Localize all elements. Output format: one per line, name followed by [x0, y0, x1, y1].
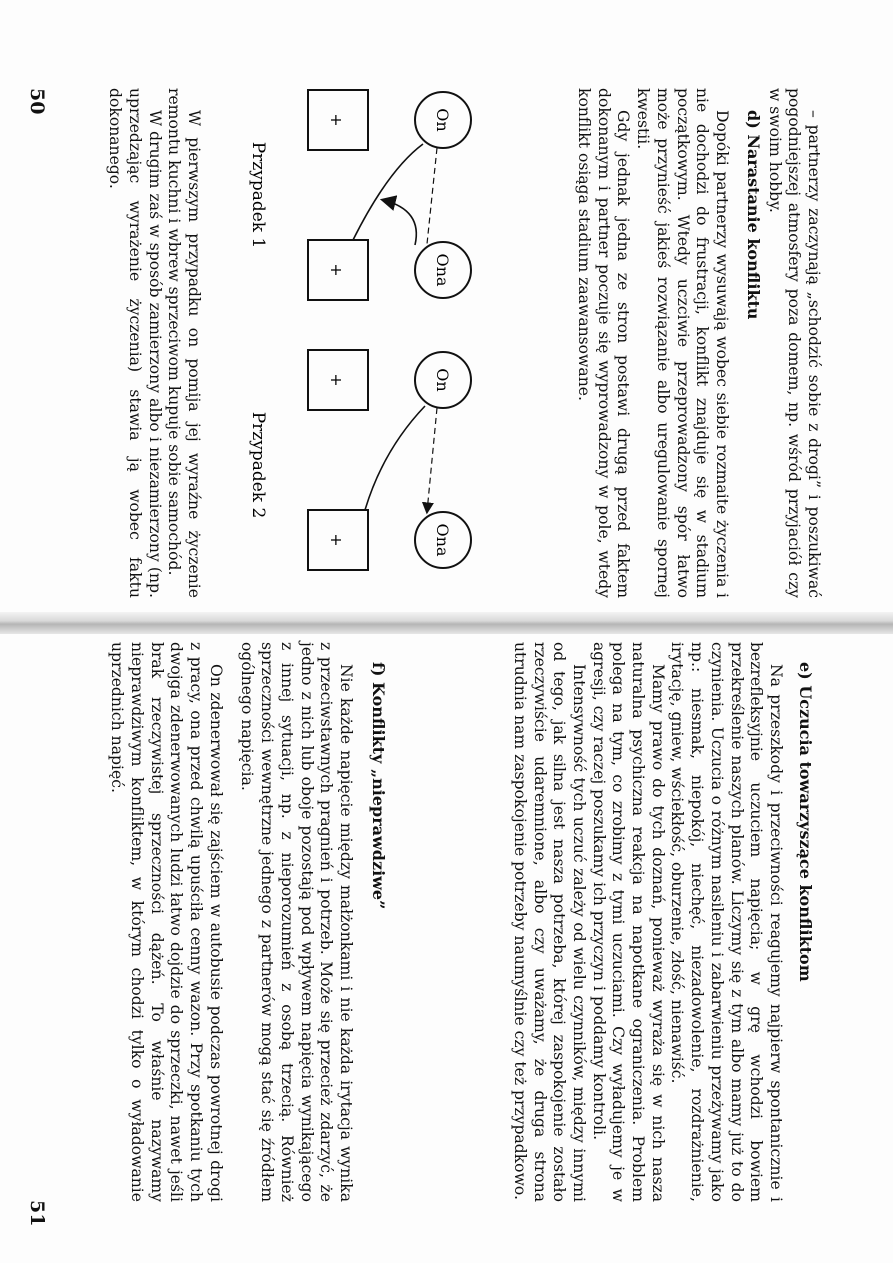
book-gutter [0, 612, 893, 634]
case1-box-a-plus: + [327, 113, 346, 127]
after-diagram-paragraph-2: W drugim zaś w sposób zamierzony albo i niezamierzony (np. uprzedzając wyrażenie życzenia) stawia ją wobec faktu dokonanego. [106, 88, 164, 598]
case2-label-b: Ona [433, 523, 452, 557]
case2-diagram [248, 350, 471, 570]
case1-arrow [383, 200, 416, 245]
case2-arrow-line [365, 406, 425, 510]
case2-label-a: On [433, 368, 452, 392]
case1-box-b-plus: + [327, 263, 346, 277]
section-e-paragraph-1: Na przeszkody i przeciwności reagujemy najpierw spontanicznie i bezrefleksyjnie uczuciem napięcia; w grę wchodzi bowiem przekreślenie naszych planów. Liczymy się z tym albo mamy już to do czynienia. Uczucia o różnym nasileniu i zabarwieniu przeżywamy jako np.: niesmak, niepokój, niechęć, niezadowolenie, rozdrażnienie, irytację, gniew, wściekłość, oburzenie, złość, nienawiść. [668, 642, 785, 1202]
case1-arrow-line [353, 144, 423, 240]
page-number-left: 50 [26, 88, 48, 115]
left-page [0, 0, 893, 620]
section-d-paragraph-1: Dopóki partnerzy wysuwają wobec siebie rozmaite życzenia i nie dochodzi do frustracji, konflikt znajduje się w stadium początkowym. Wtedy uczciwie przeprowadzony spór łatwo może przynieść jakieś rozwiązanie albo uregulowanie spornej kwestii. [634, 88, 731, 598]
case1-diagram [248, 90, 471, 300]
case1-label-a: On [433, 108, 452, 132]
section-d-body [573, 88, 731, 598]
section-f-body [107, 642, 355, 1202]
after-diagram-paragraph-1: W pierwszym przypadku on pomija jej wyraźne życzenie remontu kuchni i wbrew sprzeciwom kupuje sobie samochód. [165, 88, 203, 598]
case2-box-b-plus: + [327, 533, 346, 547]
section-f-paragraph-2: On zdenerwował się zajściem w autobusie podczas powrotnej drogi z pracy, ona przed chwilą upuściła cenny wazon. Przy spotkaniu tych dwojga zdenerwowanych ludzi łatwo dojdzie do sprzeczki, nawet jeśli brak rzeczywistej sprzeczności dążeń. To właśnie nazywamy nieprawdziwym konfliktem, w którym chodzi tylko o wyładowanie uprzednich napięć. [108, 642, 225, 1202]
conflict-diagram [223, 80, 493, 600]
intro-paragraph: – partnerzy zaczynają „schodzić sobie z drogi” i poszukiwać pogodniejszej atmosfery poza domem, np. wśród przyjaciół czy w swoim hobby. [765, 88, 823, 598]
section-d-heading: d) Narastanie konfliktu [744, 110, 763, 320]
after-diagram-body [104, 88, 203, 598]
section-e-paragraph-3: Intensywność tych uczuć zależy od wielu czynników, między innymi od tego, jak silna jest nasza potrzeba, której zaspokojenie zostało rzeczywiście udaremnione, albo czy uważamy, że druga strona utrudnia nam zaspokojenie potrzeby naumyślnie czy też przypadkowo. [510, 642, 588, 1202]
section-f-heading: f) Konflikty „nieprawdziwe” [369, 662, 388, 910]
case1-caption: Przypadek 1 [248, 141, 268, 249]
case2-caption: Przypadek 2 [248, 411, 268, 519]
case1-dashed-line [427, 148, 437, 244]
page-number-right: 51 [26, 1200, 48, 1227]
case2-box-a-plus: + [327, 373, 346, 387]
case1-label-b: Ona [433, 253, 452, 287]
case2-dashed-arrow [427, 408, 437, 512]
section-e-paragraph-2: Mamy prawo do tych doznań, ponieważ wyraża się w nich nasza naturalna psychiczna reakcja na napotkane ograniczenia. Problem polega na tym, co zrobimy z tymi uczuciami. Czy wyładujemy je w agresji, czy raczej poszukamy ich przyczyn i poddamy kontroli. [589, 642, 667, 1202]
section-e-heading: e) Uczucia towarzyszące konfliktom [796, 662, 815, 982]
section-e-body [509, 642, 785, 1202]
section-f-paragraph-1: Nie każde napięcie między małżonkami i nie każda irytacja wynika z przeciwstawnych pragnień i potrzeb. Może się przecież zdarzyć, że jedno z nich lub oboje pozostają pod wpływem napięcia wynikającego z innej sytuacji, np. z nieporozumień z osobą trzecią. Również sprzeczności wewnętrzne jednego z partnerów mogą stać się źródłem ogólnego napięcia. [238, 642, 355, 1202]
section-d-paragraph-2: Gdy jednak jedna ze stron postawi drugą przed faktem dokonanym i partner poczuje się wyprowadzony w pole, wtedy konflikt osiąga stadium zaawansowane. [575, 88, 633, 598]
right-page [0, 632, 893, 1263]
